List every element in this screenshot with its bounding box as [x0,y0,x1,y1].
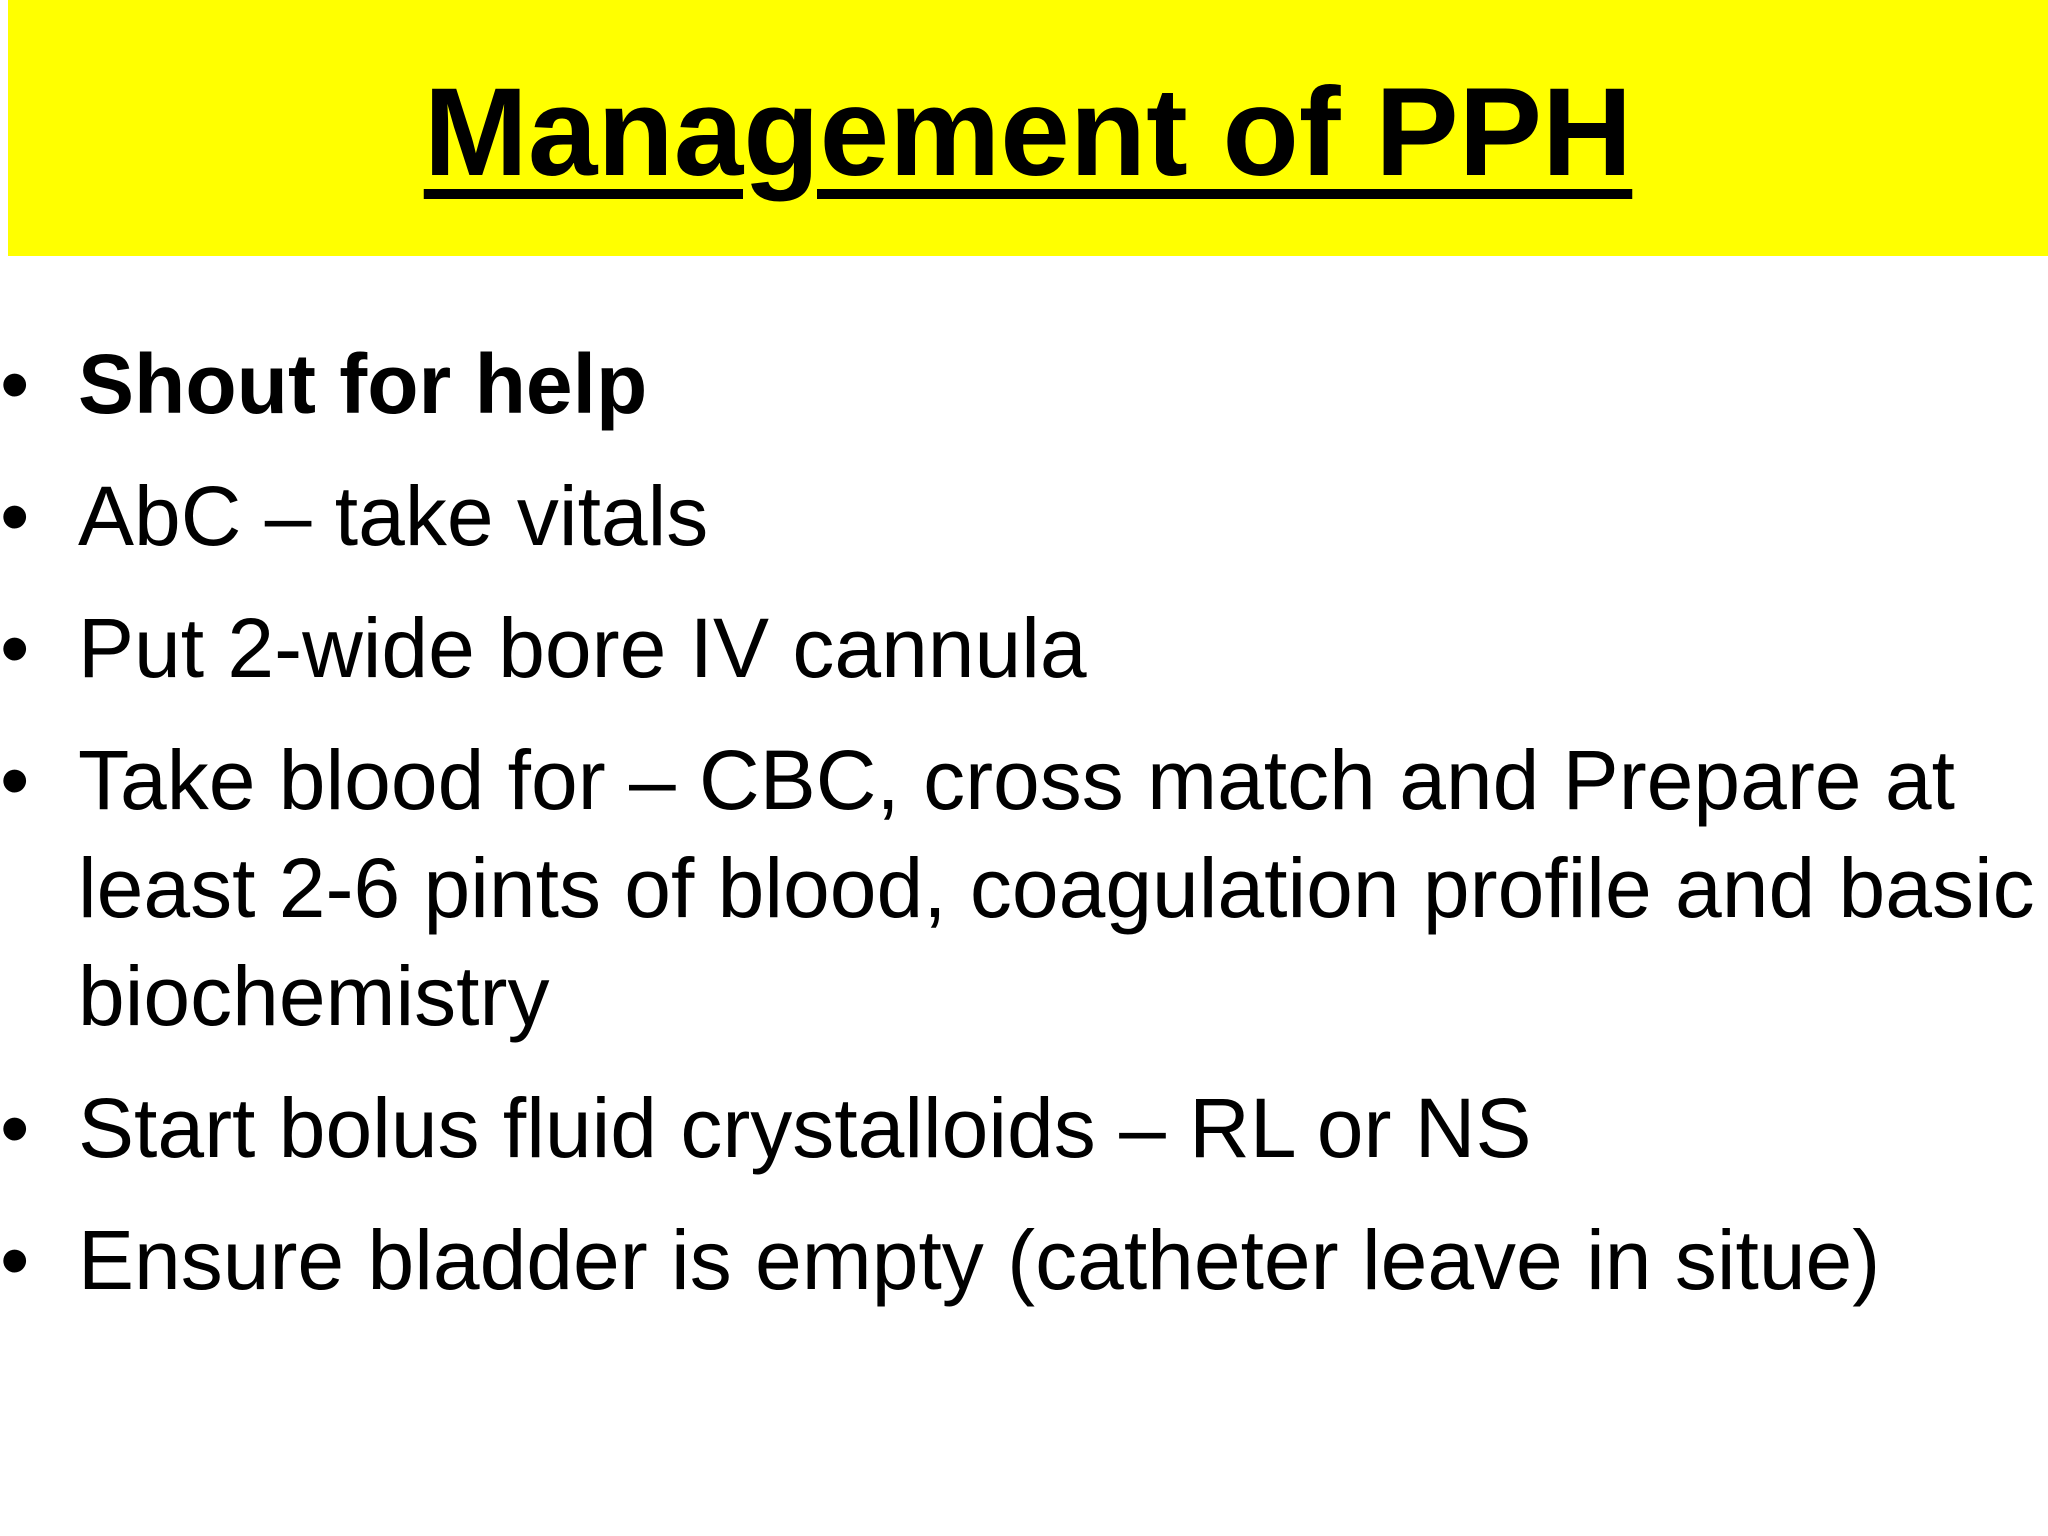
bullet-text: AbC – take vitals [78,469,709,563]
bullet-item [0,330,2048,438]
bullet-dot-icon: • [0,733,30,827]
bullet-text: Take blood for – CBC, cross match and Prepare at least 2-6 pints of blood, coagulation profile and basic biochemistry [78,733,2035,1043]
bullet-dot-icon: • [0,337,30,431]
bullet-dot-icon: • [0,1213,30,1307]
bullet-item [0,1206,2048,1314]
slide-title: Management of PPH [423,63,1633,202]
bullet-dot-icon: • [0,601,30,695]
bullet-item [0,726,2048,1050]
bullet-list [0,330,2048,1338]
bullet-item [0,462,2048,570]
bullet-dot-icon: • [0,469,30,563]
bullet-text: Shout for help [78,337,648,431]
bullet-item [0,1074,2048,1182]
bullet-item [0,594,2048,702]
bullet-text: Put 2-wide bore IV cannula [78,601,1087,695]
bullet-text: Ensure bladder is empty (catheter leave in situe) [78,1213,1881,1307]
bullet-dot-icon: • [0,1081,30,1175]
bullet-text: Start bolus fluid crystalloids – RL or NS [78,1081,1532,1175]
